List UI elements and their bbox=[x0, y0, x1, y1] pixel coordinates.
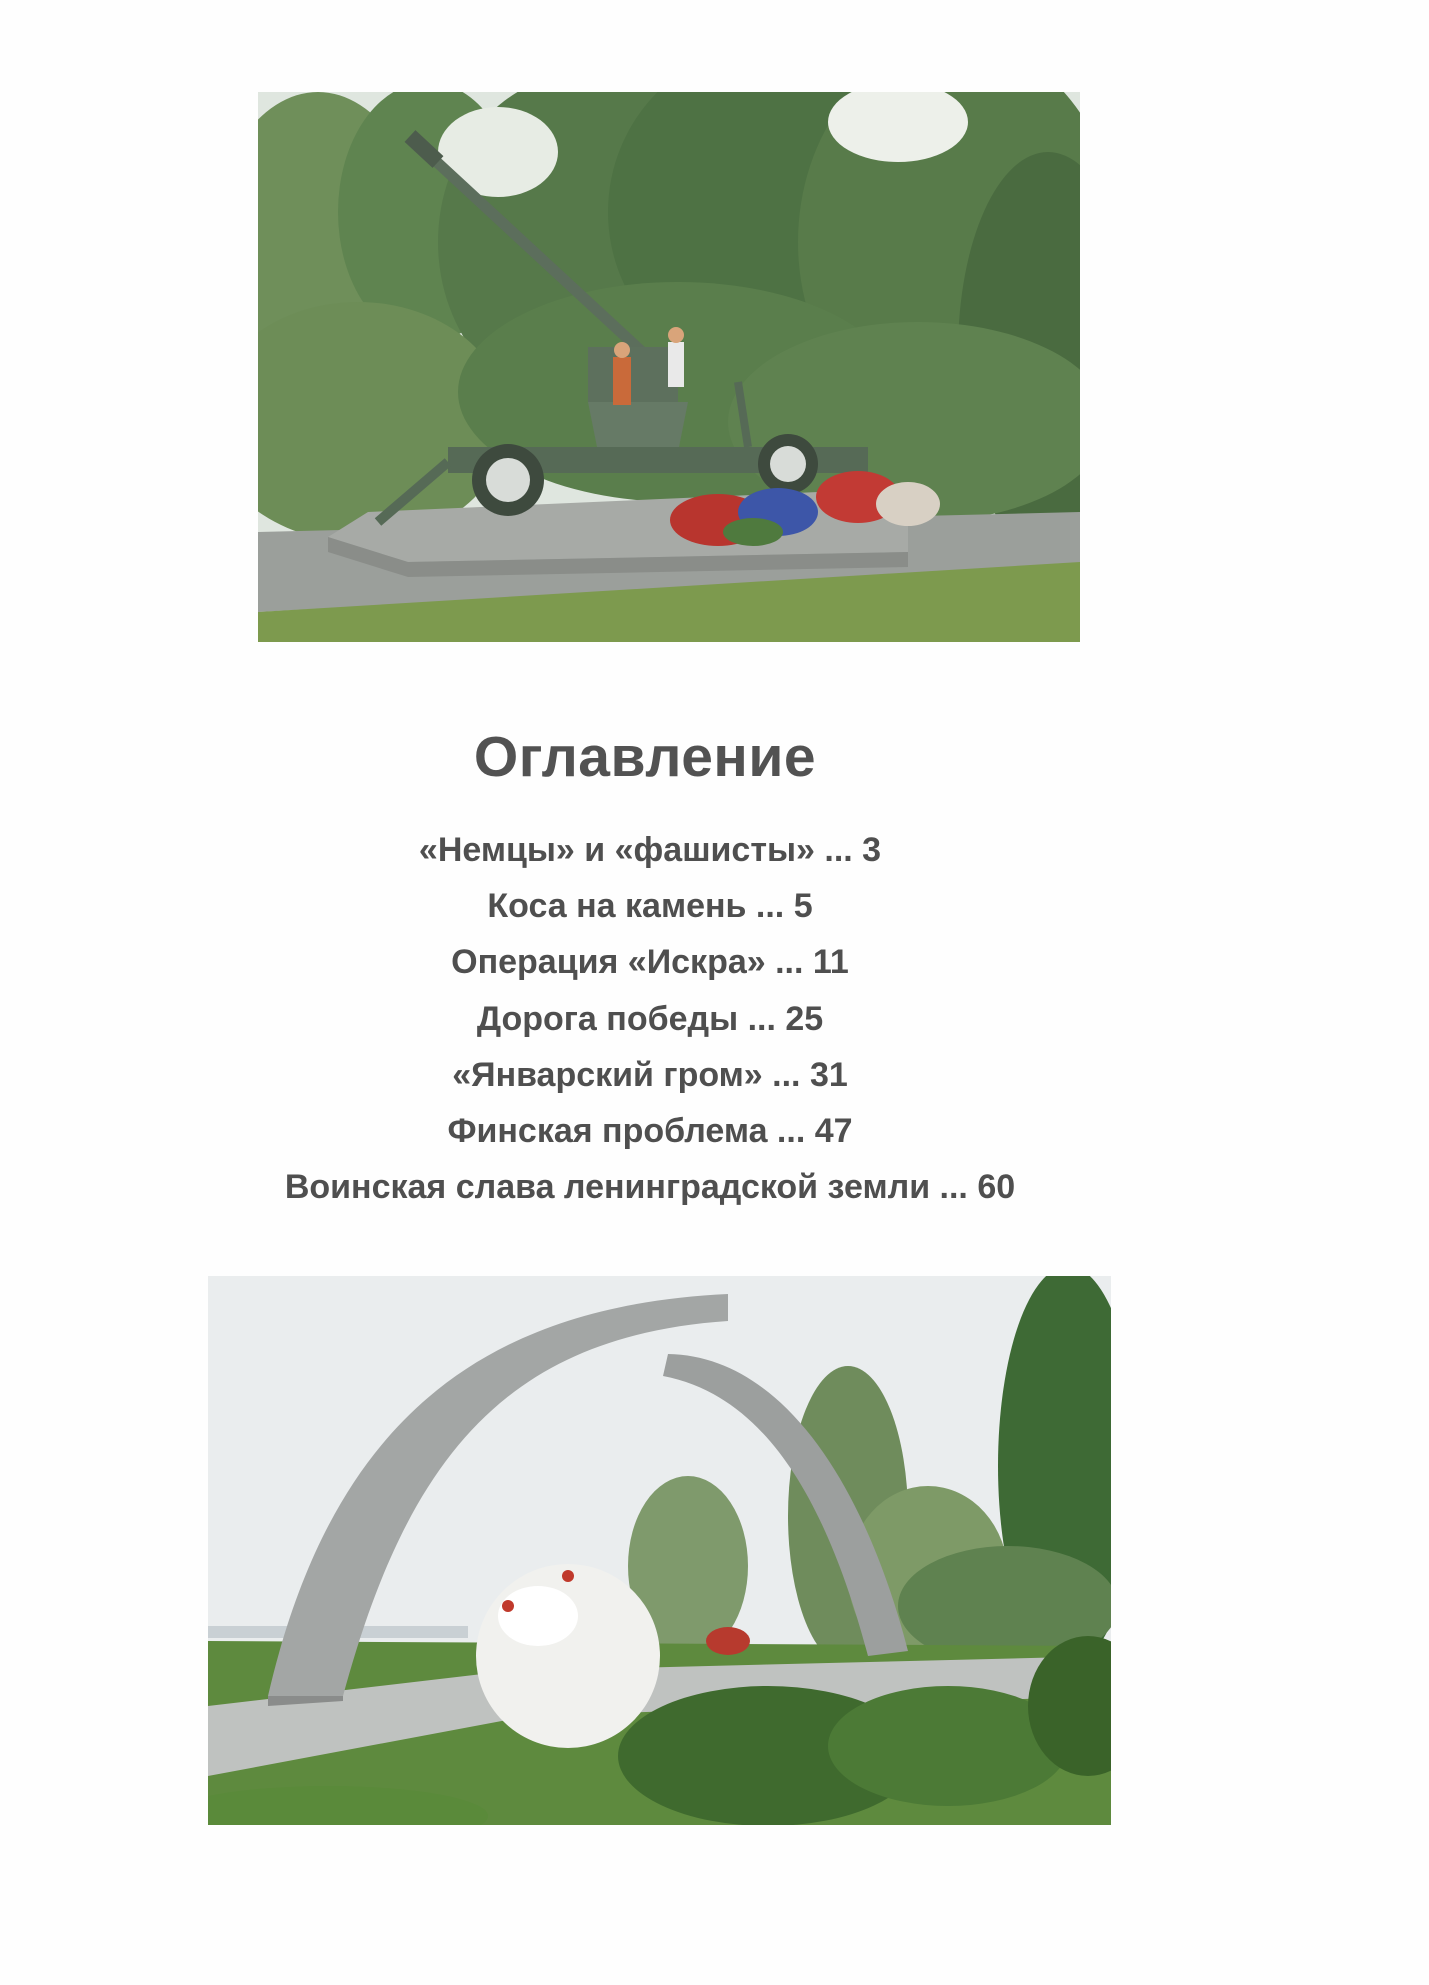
table-of-contents bbox=[0, 822, 1300, 1215]
page-title: Оглавление bbox=[473, 725, 817, 790]
toc-entry: Дорога победы ... 25 bbox=[476, 999, 824, 1038]
anti-aircraft-gun-memorial-photo bbox=[258, 92, 1080, 642]
toc-entry: Коса на камень ... 5 bbox=[487, 887, 813, 926]
toc-entry: Операция «Искра» ... 11 bbox=[451, 943, 849, 982]
toc-entry: «Немцы» и «фашисты» ... 3 bbox=[418, 831, 882, 869]
anti-aircraft-gun-illustration bbox=[258, 92, 1080, 642]
broken-ring-memorial-photo bbox=[208, 1276, 1111, 1825]
toc-entry: Воинская слава ленинградской земли ... 60 bbox=[284, 1168, 1016, 1207]
toc-entry: Финская проблема ... 47 bbox=[447, 1111, 853, 1150]
toc-entry: «Январский гром» ... 31 bbox=[452, 1055, 848, 1094]
broken-ring-illustration bbox=[208, 1276, 1111, 1825]
